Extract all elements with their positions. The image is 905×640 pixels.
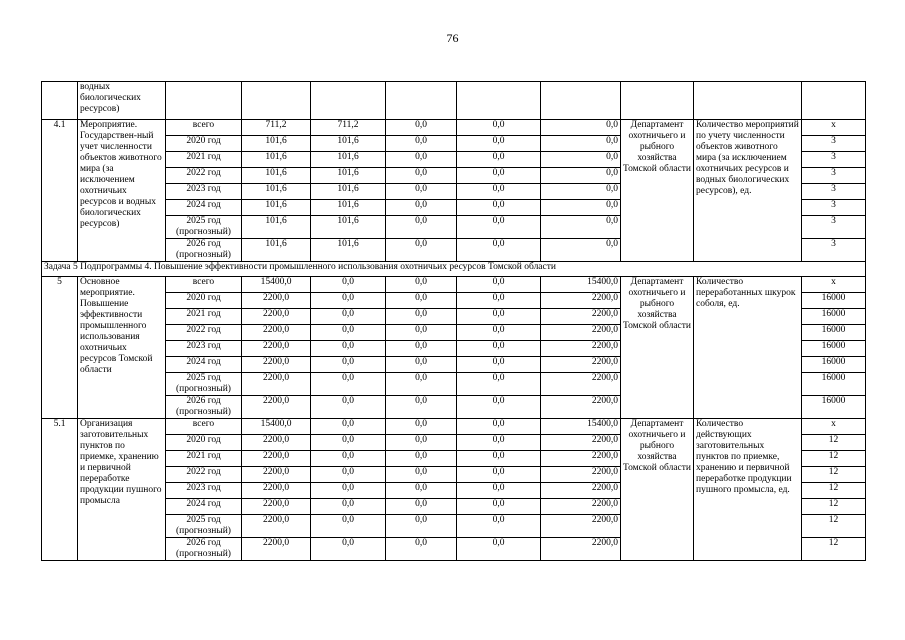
year-cell: 2020 год	[166, 435, 242, 451]
year-cell: всего	[166, 120, 242, 136]
year-cell: 2020 год	[166, 293, 242, 309]
other-cell: 15400,0	[541, 419, 621, 435]
total-cell: 2200,0	[242, 293, 311, 309]
indicator-value: 16000	[802, 396, 866, 419]
indicator-value: 3	[802, 184, 866, 200]
regional-cell: 0,0	[386, 373, 457, 396]
federal-cell: 101,6	[311, 216, 386, 239]
other-cell: 2200,0	[541, 451, 621, 467]
indicator-value: 12	[802, 451, 866, 467]
regional-cell: 0,0	[386, 499, 457, 515]
year-cell: 2023 год	[166, 483, 242, 499]
total-cell: 101,6	[242, 136, 311, 152]
item-number: 5	[42, 277, 78, 419]
total-cell: 15400,0	[242, 277, 311, 293]
other-cell: 0,0	[541, 136, 621, 152]
total-cell: 2200,0	[242, 357, 311, 373]
other-cell: 2200,0	[541, 483, 621, 499]
indicator-value: 12	[802, 435, 866, 451]
other-cell: 0,0	[541, 184, 621, 200]
regional-cell: 0,0	[386, 538, 457, 561]
regional-cell: 0,0	[386, 309, 457, 325]
other-cell: 2200,0	[541, 499, 621, 515]
total-cell: 2200,0	[242, 373, 311, 396]
regional-cell: 0,0	[386, 293, 457, 309]
regional-cell: 0,0	[386, 396, 457, 419]
local-cell: 0,0	[457, 373, 541, 396]
total-cell: 2200,0	[242, 515, 311, 538]
cell	[621, 82, 694, 120]
local-cell: 0,0	[457, 325, 541, 341]
local-cell: 0,0	[457, 396, 541, 419]
local-cell: 0,0	[457, 538, 541, 561]
year-cell: 2026 год (прогнозный)	[166, 396, 242, 419]
local-cell: 0,0	[457, 435, 541, 451]
indicator-value: 3	[802, 136, 866, 152]
cell	[457, 82, 541, 120]
year-cell: 2023 год	[166, 341, 242, 357]
item-name: Мероприятие. Государствен-ный учет численности объектов животного мира (за исключением охотничьих ресурсов и водных биологических ресурсов)	[78, 120, 166, 262]
local-cell: 0,0	[457, 136, 541, 152]
other-cell: 0,0	[541, 152, 621, 168]
total-cell: 2200,0	[242, 435, 311, 451]
year-cell: 2021 год	[166, 451, 242, 467]
local-cell: 0,0	[457, 341, 541, 357]
indicator-value: 3	[802, 216, 866, 239]
indicator-value: 12	[802, 467, 866, 483]
total-cell: 101,6	[242, 152, 311, 168]
federal-cell: 0,0	[311, 357, 386, 373]
year-cell: 2025 год (прогнозный)	[166, 216, 242, 239]
total-cell: 2200,0	[242, 309, 311, 325]
regional-cell: 0,0	[386, 435, 457, 451]
total-cell: 101,6	[242, 200, 311, 216]
federal-cell: 0,0	[311, 538, 386, 561]
indicator-value: 12	[802, 483, 866, 499]
other-cell: 0,0	[541, 120, 621, 136]
local-cell: 0,0	[457, 309, 541, 325]
local-cell: 0,0	[457, 152, 541, 168]
local-cell: 0,0	[457, 239, 541, 262]
federal-cell: 0,0	[311, 396, 386, 419]
total-cell: 2200,0	[242, 483, 311, 499]
other-cell: 2200,0	[541, 373, 621, 396]
indicator-value: 3	[802, 152, 866, 168]
regional-cell: 0,0	[386, 483, 457, 499]
total-cell: 101,6	[242, 239, 311, 262]
local-cell: 0,0	[457, 120, 541, 136]
total-cell: 711,2	[242, 120, 311, 136]
total-cell: 2200,0	[242, 451, 311, 467]
federal-cell: 101,6	[311, 200, 386, 216]
federal-cell: 101,6	[311, 152, 386, 168]
local-cell: 0,0	[457, 451, 541, 467]
other-cell: 2200,0	[541, 357, 621, 373]
regional-cell: 0,0	[386, 184, 457, 200]
total-cell: 15400,0	[242, 419, 311, 435]
year-cell: 2025 год (прогнозный)	[166, 373, 242, 396]
cell	[242, 82, 311, 120]
total-cell: 2200,0	[242, 396, 311, 419]
year-cell: 2026 год (прогнозный)	[166, 538, 242, 561]
other-cell: 2200,0	[541, 538, 621, 561]
indicator-value: 16000	[802, 309, 866, 325]
regional-cell: 0,0	[386, 168, 457, 184]
cell	[386, 82, 457, 120]
federal-cell: 0,0	[311, 515, 386, 538]
federal-cell: 0,0	[311, 499, 386, 515]
continuation-name: водных биологических ресурсов)	[78, 82, 166, 120]
indicator-value: 12	[802, 515, 866, 538]
total-cell: 101,6	[242, 168, 311, 184]
federal-cell: 0,0	[311, 277, 386, 293]
local-cell: 0,0	[457, 483, 541, 499]
regional-cell: 0,0	[386, 152, 457, 168]
total-cell: 101,6	[242, 216, 311, 239]
cell	[42, 82, 78, 120]
local-cell: 0,0	[457, 467, 541, 483]
cell	[541, 82, 621, 120]
other-cell: 2200,0	[541, 396, 621, 419]
total-cell: 2200,0	[242, 325, 311, 341]
cell	[694, 82, 802, 120]
year-cell: 2022 год	[166, 168, 242, 184]
federal-cell: 0,0	[311, 341, 386, 357]
indicator-value: 16000	[802, 357, 866, 373]
task-header: Задача 5 Подпрограммы 4. Повышение эффективности промышленного использования охотничьих ресурсов Томской области	[42, 262, 866, 277]
table-row	[42, 120, 866, 136]
total-cell: 2200,0	[242, 538, 311, 561]
local-cell: 0,0	[457, 515, 541, 538]
indicator-value: 12	[802, 499, 866, 515]
regional-cell: 0,0	[386, 216, 457, 239]
regional-cell: 0,0	[386, 419, 457, 435]
local-cell: 0,0	[457, 200, 541, 216]
local-cell: 0,0	[457, 184, 541, 200]
indicator-value: 12	[802, 538, 866, 561]
regional-cell: 0,0	[386, 325, 457, 341]
year-cell: 2025 год (прогнозный)	[166, 515, 242, 538]
other-cell: 2200,0	[541, 309, 621, 325]
indicator-value: 16000	[802, 341, 866, 357]
year-cell: 2022 год	[166, 467, 242, 483]
item-number: 4.1	[42, 120, 78, 262]
federal-cell: 0,0	[311, 483, 386, 499]
regional-cell: 0,0	[386, 239, 457, 262]
federal-cell: 101,6	[311, 136, 386, 152]
indicator-value: 3	[802, 200, 866, 216]
indicator-value: 16000	[802, 373, 866, 396]
other-cell: 2200,0	[541, 293, 621, 309]
cell	[802, 82, 866, 120]
indicator-value: х	[802, 277, 866, 293]
regional-cell: 0,0	[386, 200, 457, 216]
table-row	[42, 277, 866, 293]
indicator-value: х	[802, 120, 866, 136]
local-cell: 0,0	[457, 168, 541, 184]
federal-cell: 0,0	[311, 451, 386, 467]
other-cell: 2200,0	[541, 435, 621, 451]
federal-cell: 0,0	[311, 325, 386, 341]
total-cell: 2200,0	[242, 499, 311, 515]
indicator-name: Количество мероприятий по учету численности объектов животного мира (за исключением охотничьих ресурсов и водных биологических ресурсов), ед.	[694, 120, 802, 262]
federal-cell: 0,0	[311, 419, 386, 435]
indicator-value: 16000	[802, 293, 866, 309]
continuation-row	[42, 82, 866, 120]
regional-cell: 0,0	[386, 515, 457, 538]
federal-cell: 101,6	[311, 239, 386, 262]
federal-cell: 0,0	[311, 435, 386, 451]
other-cell: 15400,0	[541, 277, 621, 293]
local-cell: 0,0	[457, 419, 541, 435]
table-row	[42, 419, 866, 435]
year-cell: 2024 год	[166, 499, 242, 515]
total-cell: 2200,0	[242, 467, 311, 483]
year-cell: 2020 год	[166, 136, 242, 152]
federal-cell: 711,2	[311, 120, 386, 136]
federal-cell: 0,0	[311, 373, 386, 396]
indicator-name: Количество действующих заготовительных пунктов по приемке, хранению и первичной переработке продукции пушного промысла, ед.	[694, 419, 802, 561]
cell	[166, 82, 242, 120]
year-cell: 2024 год	[166, 357, 242, 373]
indicator-name: Количество переработанных шкурок соболя, ед.	[694, 277, 802, 419]
indicator-value: 16000	[802, 325, 866, 341]
indicator-value: 3	[802, 168, 866, 184]
regional-cell: 0,0	[386, 467, 457, 483]
year-cell: 2023 год	[166, 184, 242, 200]
page-number: 76	[446, 31, 459, 45]
regional-cell: 0,0	[386, 277, 457, 293]
total-cell: 101,6	[242, 184, 311, 200]
regional-cell: 0,0	[386, 451, 457, 467]
total-cell: 2200,0	[242, 341, 311, 357]
federal-cell: 101,6	[311, 168, 386, 184]
local-cell: 0,0	[457, 499, 541, 515]
other-cell: 2200,0	[541, 467, 621, 483]
year-cell: 2024 год	[166, 200, 242, 216]
local-cell: 0,0	[457, 357, 541, 373]
responsible-executor: Департамент охотничьего и рыбного хозяйства Томской области	[621, 277, 694, 419]
regional-cell: 0,0	[386, 357, 457, 373]
item-name: Основное мероприятие. Повышение эффективности промышленного использования охотничьих ресурсов Томской области	[78, 277, 166, 419]
federal-cell: 101,6	[311, 184, 386, 200]
item-name: Организация заготовительных пунктов по приемке, хранению и первичной переработке продукции пушного промысла	[78, 419, 166, 561]
other-cell: 0,0	[541, 200, 621, 216]
regional-cell: 0,0	[386, 120, 457, 136]
local-cell: 0,0	[457, 293, 541, 309]
responsible-executor: Департамент охотничьего и рыбного хозяйства Томской области	[621, 419, 694, 561]
local-cell: 0,0	[457, 277, 541, 293]
year-cell: 2022 год	[166, 325, 242, 341]
other-cell: 2200,0	[541, 515, 621, 538]
other-cell: 2200,0	[541, 341, 621, 357]
year-cell: всего	[166, 419, 242, 435]
local-cell: 0,0	[457, 216, 541, 239]
year-cell: всего	[166, 277, 242, 293]
cell	[311, 82, 386, 120]
other-cell: 0,0	[541, 168, 621, 184]
year-cell: 2026 год (прогнозный)	[166, 239, 242, 262]
federal-cell: 0,0	[311, 309, 386, 325]
year-cell: 2021 год	[166, 152, 242, 168]
other-cell: 0,0	[541, 239, 621, 262]
program-table	[41, 81, 866, 561]
task-header-row	[42, 262, 866, 277]
item-number: 5.1	[42, 419, 78, 561]
other-cell: 2200,0	[541, 325, 621, 341]
responsible-executor: Департамент охотничьего и рыбного хозяйства Томской области	[621, 120, 694, 262]
regional-cell: 0,0	[386, 136, 457, 152]
year-cell: 2021 год	[166, 309, 242, 325]
other-cell: 0,0	[541, 216, 621, 239]
regional-cell: 0,0	[386, 341, 457, 357]
federal-cell: 0,0	[311, 467, 386, 483]
federal-cell: 0,0	[311, 293, 386, 309]
indicator-value: х	[802, 419, 866, 435]
indicator-value: 3	[802, 239, 866, 262]
